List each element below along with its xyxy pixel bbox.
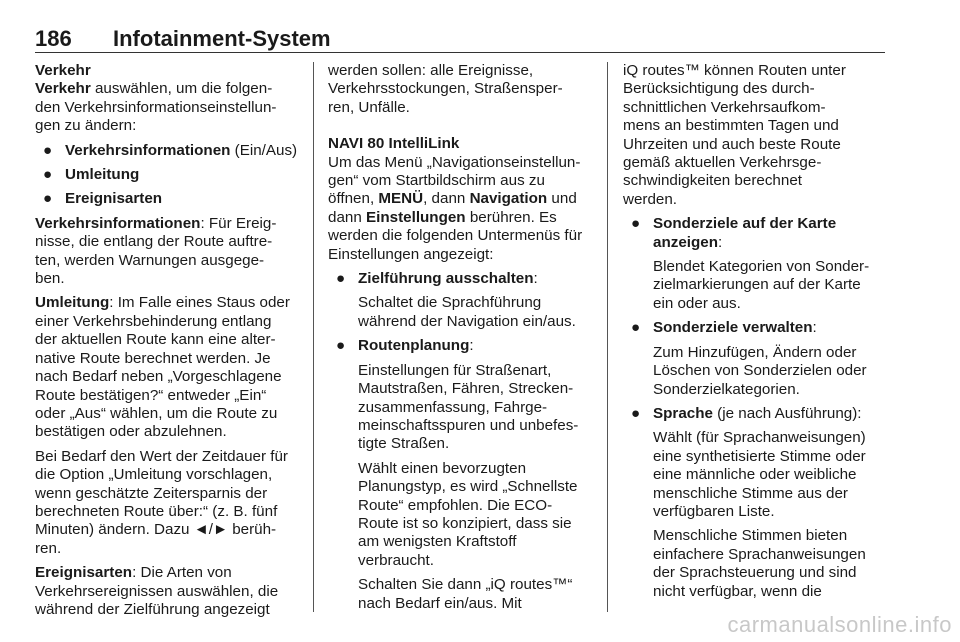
- header-divider: [35, 52, 885, 53]
- paragraph-umleitung: Umleitung: Im Falle eines Staus oder einer Verkehrsbehinderung entlang der aktuellen Route kann eine alter- native Route berechnet werden. Je nach Bedarf neben „Vorgeschlagene Route bestätigen?“ entweder „Ein“ oder „Aus“ wählen, um die Route zu bestätigen oder abzulehnen.: [35, 294, 290, 441]
- list-item: ● Sprache (je nach Ausführung):: [631, 404, 862, 422]
- section-heading-navi80: NAVI 80 IntelliLink: [328, 135, 460, 153]
- column-divider-2: [607, 62, 608, 612]
- list-item: ● Verkehrsinformationen (Ein/Aus): [43, 141, 298, 159]
- paragraph-verkehr: Verkehr Verkehr auswählen, um die folgen- den Verkehrsinformationseinstellun- gen zu ändern:: [35, 62, 277, 135]
- bullet-icon: ●: [631, 404, 641, 422]
- bullet-icon: ●: [43, 141, 53, 159]
- watermark: carmanualsonline.info: [727, 612, 952, 637]
- paragraph-continued: werden sollen: alle Ereignisse, Verkehrsstockungen, Straßensper- ren, Unfälle.: [328, 62, 563, 116]
- list-item: ● Umleitung: [43, 166, 140, 184]
- bullet-icon: ●: [43, 166, 53, 184]
- column-divider-1: [313, 62, 314, 612]
- paragraph-verkehrsinformationen: Verkehrsinformationen: Für Ereig- nisse, die entlang der Route auftre- ten, werden Warnungen ausgege- ben.: [35, 214, 277, 288]
- page-header: [35, 22, 885, 54]
- text-column-2: werden sollen: alle Ereignisse, Verkehrsstockungen, Straßensper- ren, Unfälle. NAVI 80 IntelliLink Um das Menü „Navigationseinstellun- gen“ vom Startbildschirm aus zu öffnen, MENÜ, dann Navigation und dann Einstellungen berühren. Es werden die folgenden Untermenüs für Einstellungen angezeigt: ● Zielführung ausschalten: Schaltet die Sprachführung während der Navigation ein/aus. ● Routenplanung: Einstellungen für Straßenart, Mautstraßen, Fähren, Strecken- zusammenfassung, Fahrge- meinschaftsspuren und unbefes- tigte Straßen. Wählt einen bevorzugten Planungstyp, es wird „Schnellste Route“ empfohlen. Die ECO- Route ist so konzipiert, dass sie am wenigsten Kraftstoff verbraucht. Schalten Sie dann „iQ routes™“ nach Bedarf ein/aus. Mit: [328, 62, 596, 619]
- list-item: ● Zielführung ausschalten:: [336, 270, 538, 288]
- bullet-icon: ●: [336, 337, 346, 355]
- paragraph-ereignisarten: Ereignisarten: Die Arten von Verkehrsereignissen auswählen, die während der Zielführung angezeigt: [35, 564, 279, 618]
- bullet-icon: ●: [43, 190, 53, 208]
- bullet-icon: ●: [631, 319, 641, 337]
- list-item: ● Sonderziele verwalten:: [631, 319, 817, 337]
- paragraph-iq-routes: iQ routes™ können Routen unter Berücksichtigung des durch- schnittlichen Verkehrsaufkom- mens an bestimmten Tagen und Uhrzeiten und auch beste Route gemäß aktuellen Verkehrsge- schwindigkeiten berechnet werden.: [623, 62, 846, 208]
- paragraph-navi80: NAVI 80 IntelliLink Um das Menü „Navigationseinstellun- gen“ vom Startbildschirm aus zu öffnen, MENÜ, dann Navigation und dann Einstellungen berühren. Es werden die folgenden Untermenüs für Einstellungen angezeigt:: [328, 135, 583, 263]
- list-item: ● Routenplanung:: [336, 337, 474, 355]
- page-number: 186: [35, 26, 72, 51]
- paragraph-zeitdauer: Bei Bedarf den Wert der Zeitdauer für die Option „Umleitung vorschlagen, wenn geschätzte Zeitersparnis der berechneten Route über:“ (z. B. fünf Minuten) ändern. Dazu ◄/► berüh- ren.: [35, 447, 288, 557]
- bullet-icon: ●: [336, 270, 346, 288]
- bullet-icon: ●: [631, 215, 641, 233]
- section-heading-verkehr: Verkehr: [35, 62, 91, 79]
- list-item: ● Sonderziele auf der Karte anzeigen:: [631, 215, 837, 251]
- text-column-3: iQ routes™ können Routen unter Berücksichtigung des durch- schnittlichen Verkehrsaufkom- mens an bestimmten Tagen und Uhrzeiten und auch beste Route gemäß aktuellen Verkehrsge- schwindigkeiten berechnet werden. ● Sonderziele auf der Karte anzeigen: Blendet Kategorien von Sonder- zielmarkierungen auf der Karte ein oder aus. ● Sonderziele verwalten: Zum Hinzufügen, Ändern oder Löschen von Sonderzielen oder Sonderzielkategorien. ● Sprache (je nach Ausführung): Wählt (für Sprachanweisungen) eine synthetisierte Stimme oder eine männliche oder weibliche menschliche Stimme aus der verfügbaren Liste. Menschliche Stimmen bieten einfachere Sprachanweisungen der Sprachsteuerung und sind nicht verfügbar, wenn die: [623, 62, 891, 607]
- page-title: Infotainment-System: [113, 26, 331, 51]
- list-item: ● Ereignisarten: [43, 190, 163, 208]
- text-column-1: [35, 62, 300, 625]
